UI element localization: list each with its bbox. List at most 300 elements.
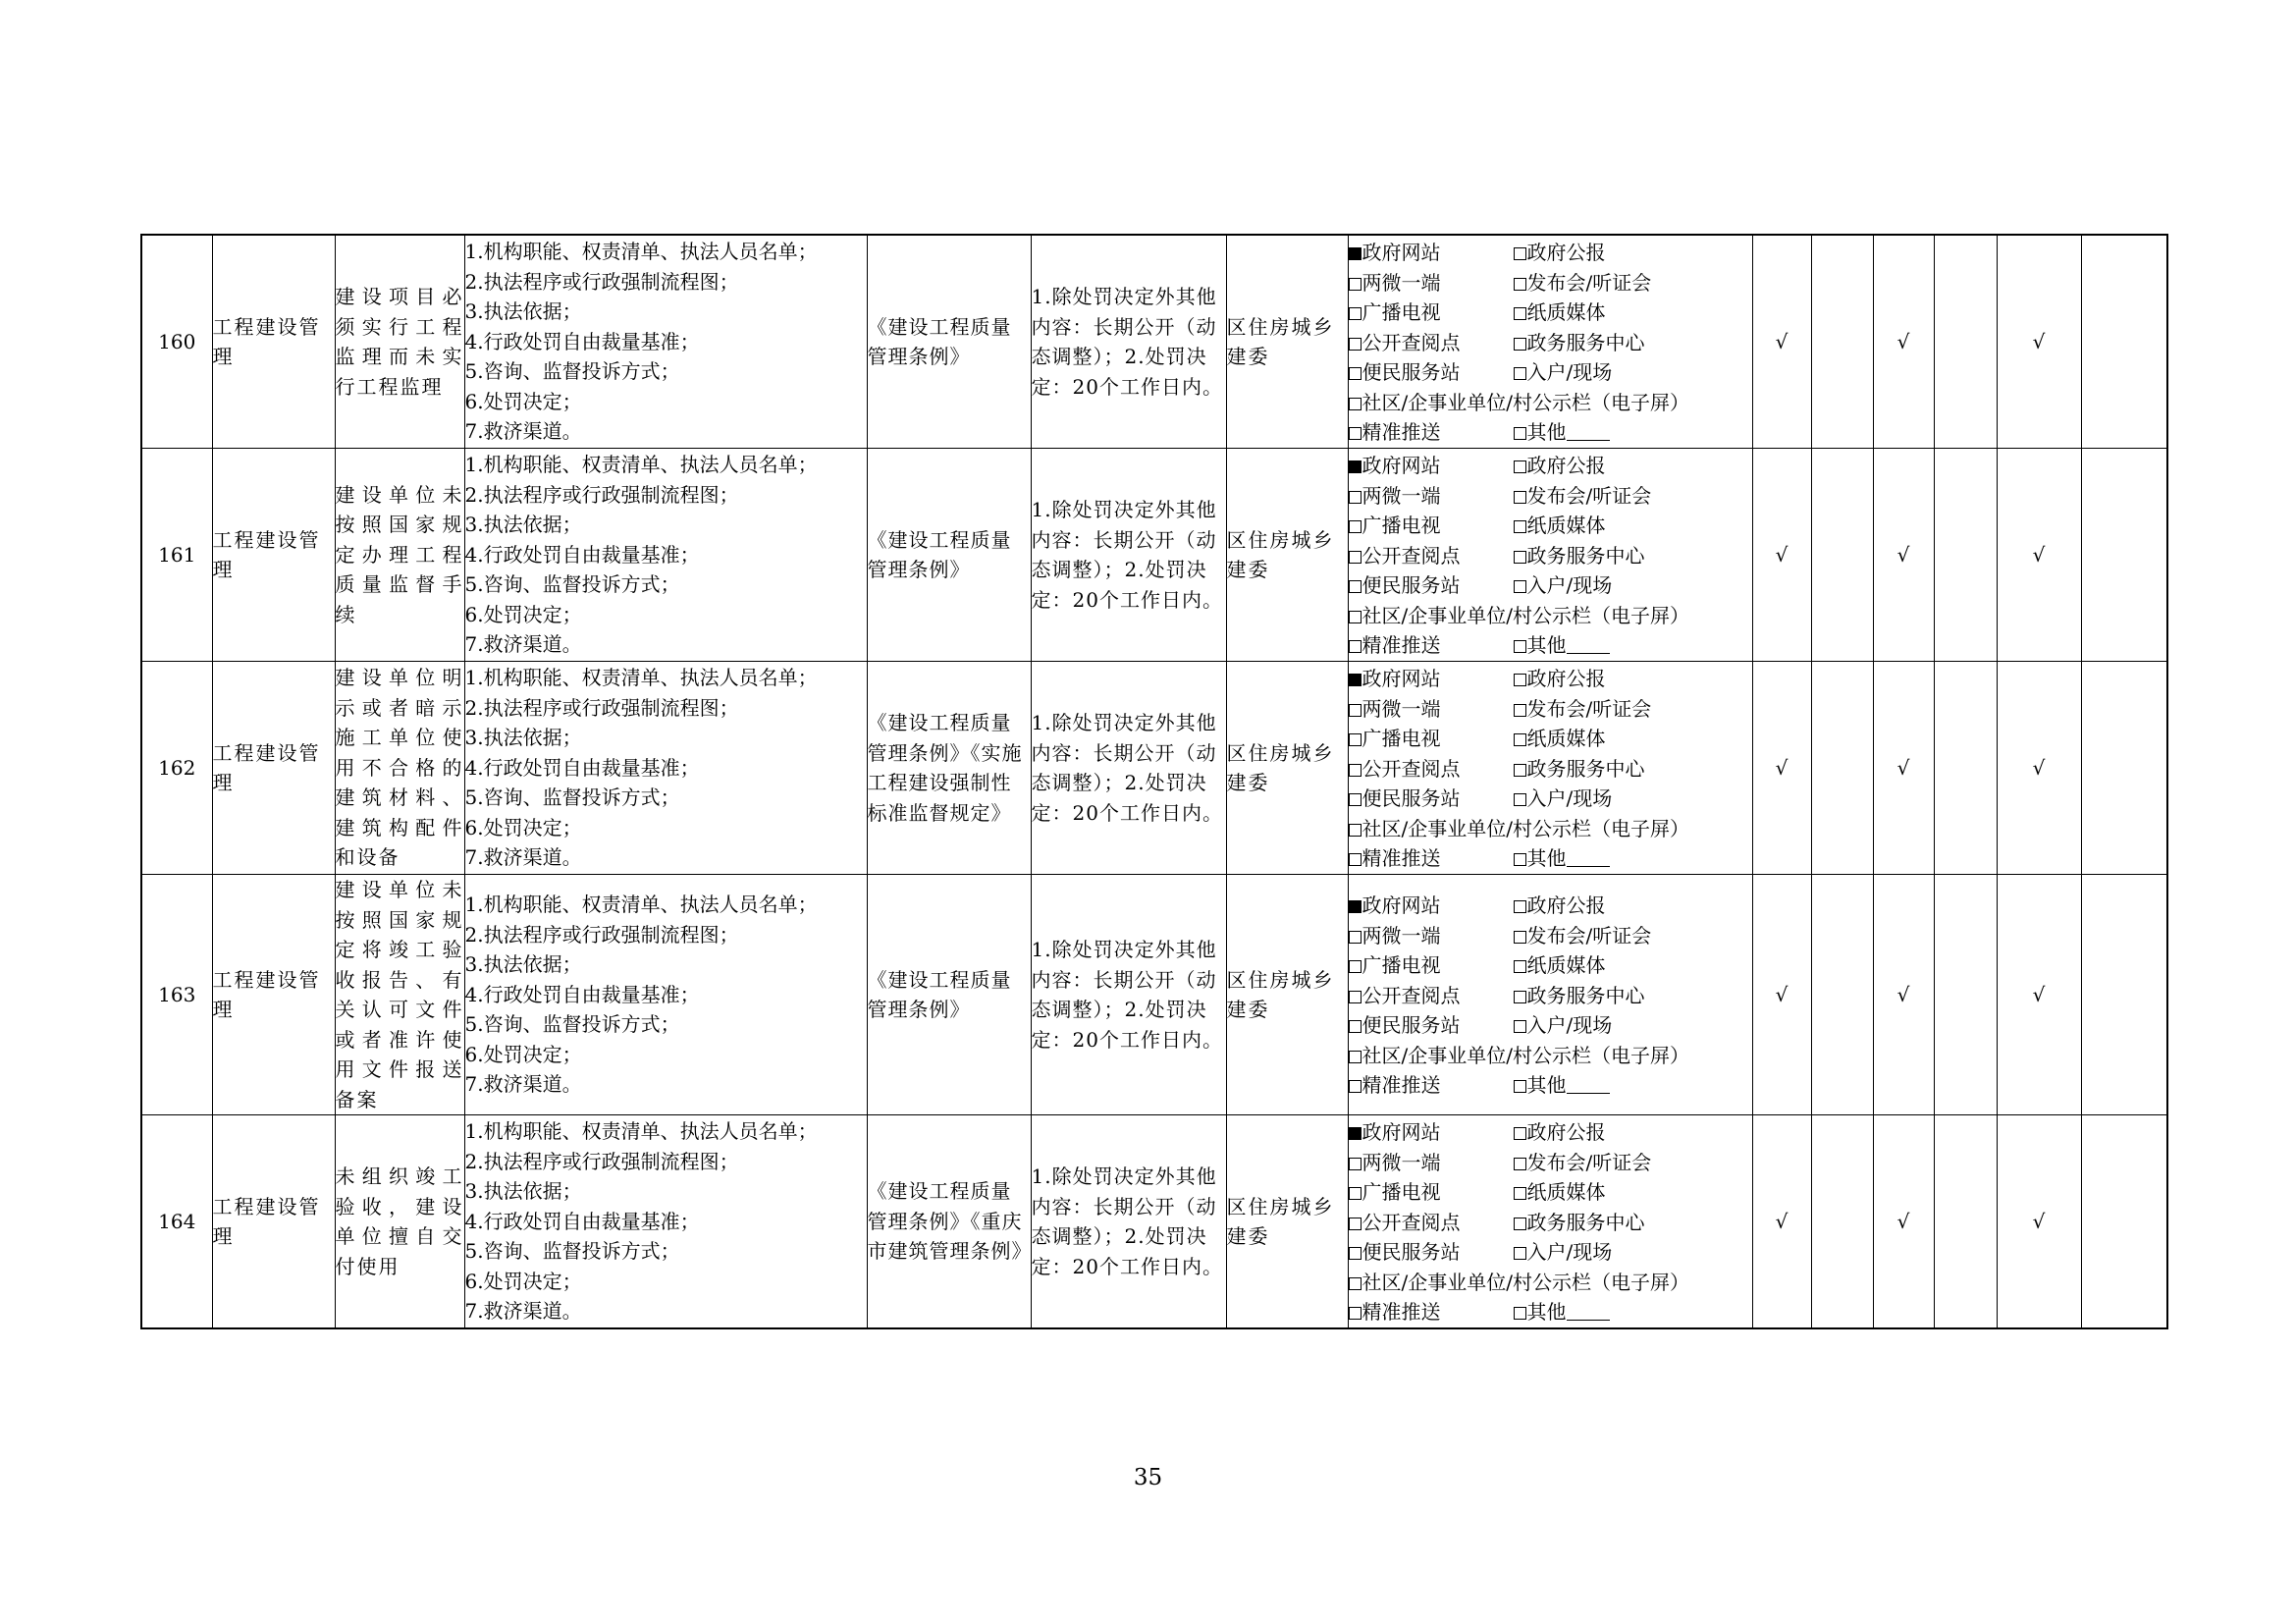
row-category: 工程建设管理 [212,449,335,662]
channel-option [1514,1070,1752,1101]
content-line: 4.行政处罚自由裁量基准； [464,542,700,567]
unchecked-box-icon [1349,338,1362,351]
empty-cell [1934,875,1997,1115]
row-item: 未组织竣工验收，建设单位擅自交付使用 [335,1115,464,1329]
row-subject: 区住房城乡建委 [1226,1115,1348,1329]
channel-label: 广播电视 [1362,953,1441,978]
channel-label: 公开查阅点 [1362,330,1461,354]
unchecked-box-icon [1514,900,1526,913]
channel-label: 发布会/听证会 [1526,270,1652,295]
channel-label: 公开查阅点 [1362,756,1461,781]
unchecked-box-icon [1514,1127,1526,1140]
unchecked-box-icon [1514,367,1526,380]
channel-option [1514,981,1752,1011]
channel-label: 政务服务中心 [1526,1210,1645,1234]
unchecked-box-icon [1514,247,1526,260]
channel-option [1514,921,1752,951]
row-index: 160 [141,235,212,449]
channel-label: 精准推送 [1362,1300,1441,1325]
unchecked-box-icon [1514,931,1526,944]
content-line: 6.处罚决定； [464,389,582,413]
content-line: 3.执法依据； [464,726,582,750]
channel-option [1514,1010,1752,1041]
check-mark: √ [1873,449,1934,662]
content-line: 6.处罚决定； [464,1269,582,1293]
unchecked-box-icon [1514,491,1526,504]
content-line: 2.执法程序或行政强制流程图； [464,269,739,294]
channel-label: 政府网站 [1362,454,1441,478]
content-line: 3.执法依据； [464,513,582,537]
content-line: 2.执法程序或行政强制流程图； [464,482,739,507]
channel-label: 发布会/听证会 [1526,923,1652,947]
content-line: 7.救济渠道。 [464,845,582,870]
check-mark: √ [1752,235,1811,449]
unchecked-box-icon [1349,1218,1362,1230]
row-channels [1348,235,1752,449]
channel-label: 精准推送 [1362,633,1441,658]
channel-label: 便民服务站 [1362,1240,1461,1265]
empty-cell [1811,662,1873,875]
unchecked-box-icon [1349,367,1362,380]
channel-label: 便民服务站 [1362,786,1461,811]
unchecked-box-icon [1349,491,1362,504]
disclosure-table [140,234,2168,1329]
channel-label: 广播电视 [1362,1180,1441,1205]
row-legal-basis: 《建设工程质量管理条例》 [867,235,1031,449]
row-index: 161 [141,449,212,662]
channel-option [1349,357,1514,388]
channel-label: 其他 [1526,1073,1567,1098]
table-row [141,449,2167,662]
channel-label: 纸质媒体 [1526,300,1606,325]
empty-cell [1934,662,1997,875]
row-item: 建设项目必须实行工程监理而未实行工程监理 [335,235,464,449]
table-row [141,662,2167,875]
channel-label: 精准推送 [1362,846,1441,871]
channel-option [1514,784,1752,814]
content-line: 1.机构职能、权责清单、执法人员名单； [464,893,818,917]
unchecked-box-icon [1349,1158,1362,1170]
channel-option [1514,1177,1752,1208]
content-line: 5.咨询、监督投诉方式； [464,1239,680,1264]
channel-options [1349,662,1752,874]
check-mark: √ [1997,235,2081,449]
channel-label: 其他 [1526,1300,1567,1325]
content-line: 4.行政处罚自由裁量基准； [464,329,700,353]
channel-label: 政府网站 [1362,241,1441,265]
channel-option [1349,417,1514,448]
row-subject: 区住房城乡建委 [1226,235,1348,449]
channel-option [1349,388,1752,418]
empty-cell [1934,449,1997,662]
table-row [141,235,2167,449]
check-mark: √ [1752,662,1811,875]
unchecked-box-icon [1514,674,1526,686]
unchecked-box-icon [1514,704,1526,717]
channel-option [1514,754,1752,785]
channel-label: 两微一端 [1362,696,1441,721]
channel-option [1349,268,1514,298]
channel-label: 政务服务中心 [1526,330,1645,354]
table-body [141,235,2167,1328]
channel-option [1349,451,1514,481]
content-line: 4.行政处罚自由裁量基准； [464,1209,700,1233]
row-category: 工程建设管理 [212,875,335,1115]
channel-label: 政务服务中心 [1526,983,1645,1007]
unchecked-box-icon [1349,580,1362,593]
unchecked-box-icon [1349,960,1362,973]
row-index: 164 [141,1115,212,1329]
channel-option [1349,541,1514,571]
channel-option [1514,357,1752,388]
channel-option [1349,570,1514,601]
channel-label: 公开查阅点 [1362,983,1461,1007]
channel-label: 纸质媒体 [1526,1180,1606,1205]
channel-option [1349,754,1514,785]
unchecked-box-icon [1514,1247,1526,1260]
content-line: 1.机构职能、权责清单、执法人员名单； [464,666,818,690]
unchecked-box-icon [1514,853,1526,866]
checked-box-icon [1349,900,1362,913]
channel-option [1514,328,1752,358]
unchecked-box-icon [1349,1020,1362,1033]
row-legal-basis: 《建设工程质量管理条例》《实施工程建设强制性标准监督规定》 [867,662,1031,875]
channel-option [1349,1010,1514,1041]
empty-cell [2081,449,2167,662]
content-line: 3.执法依据； [464,299,582,324]
channel-option [1514,950,1752,981]
channel-option [1514,417,1752,448]
empty-cell [1811,875,1873,1115]
row-category: 工程建设管理 [212,1115,335,1329]
channel-option [1514,451,1752,481]
channel-label: 便民服务站 [1362,360,1461,385]
content-line: 2.执法程序或行政强制流程图； [464,1149,739,1173]
unchecked-box-icon [1349,704,1362,717]
check-mark: √ [1997,875,2081,1115]
channel-option [1349,724,1514,754]
row-content [464,662,867,875]
content-line: 7.救济渠道。 [464,632,582,657]
row-subject: 区住房城乡建委 [1226,449,1348,662]
content-line: 5.咨询、监督投诉方式； [464,572,680,597]
channel-option [1514,1117,1752,1148]
content-line: 5.咨询、监督投诉方式； [464,785,680,810]
unchecked-box-icon [1514,338,1526,351]
channel-label: 政务服务中心 [1526,756,1645,781]
channel-label: 精准推送 [1362,1073,1441,1098]
content-line: 2.执法程序或行政强制流程图； [464,922,739,947]
row-category: 工程建设管理 [212,235,335,449]
channel-option [1349,328,1514,358]
unchecked-box-icon [1349,398,1362,410]
empty-cell [2081,875,2167,1115]
unchecked-box-icon [1349,1187,1362,1200]
channel-option [1514,724,1752,754]
channel-label: 其他 [1526,420,1567,445]
unchecked-box-icon [1349,824,1362,837]
row-channels [1348,449,1752,662]
channel-label: 公开查阅点 [1362,543,1461,568]
unchecked-box-icon [1514,991,1526,1003]
content-line: 7.救济渠道。 [464,419,582,444]
row-channels [1348,1115,1752,1329]
unchecked-box-icon [1514,551,1526,564]
channel-option [1349,1237,1514,1268]
check-mark: √ [1873,875,1934,1115]
unchecked-box-icon [1514,1158,1526,1170]
row-channels [1348,662,1752,875]
channel-option [1349,238,1514,268]
empty-cell [2081,1115,2167,1329]
channel-label: 两微一端 [1362,483,1441,508]
channel-option [1514,1148,1752,1178]
row-category: 工程建设管理 [212,662,335,875]
unchecked-box-icon [1349,764,1362,777]
row-legal-basis: 《建设工程质量管理条例》《重庆市建筑管理条例》 [867,1115,1031,1329]
unchecked-box-icon [1349,551,1362,564]
channel-label: 入户/现场 [1526,1240,1613,1265]
unchecked-box-icon [1514,427,1526,440]
row-content [464,1115,867,1329]
channel-option [1349,601,1752,631]
channel-option [1514,891,1752,921]
row-item: 建设单位明示或者暗示施工单位使用不合格的建筑材料、建筑构配件和设备 [335,662,464,875]
content-line: 6.处罚决定； [464,815,582,839]
check-mark: √ [1873,662,1934,875]
check-mark: √ [1997,1115,2081,1329]
channel-label: 社区/企事业单位/村公示栏（电子屏） [1362,390,1689,414]
row-content [464,875,867,1115]
channel-label: 两微一端 [1362,1150,1441,1174]
disclosure-table-page [140,234,2166,1329]
row-disclosure-period: 1.除处罚决定外其他内容：长期公开（动态调整）；2.处罚决定：20个工作日内。 [1031,1115,1226,1329]
channel-option [1349,784,1514,814]
unchecked-box-icon [1349,1080,1362,1093]
channel-option [1514,481,1752,512]
row-legal-basis: 《建设工程质量管理条例》 [867,449,1031,662]
content-line: 4.行政处罚自由裁量基准； [464,755,700,780]
row-index: 162 [141,662,212,875]
channel-option [1349,1268,1752,1298]
checked-box-icon [1349,460,1362,473]
row-channels [1348,875,1752,1115]
unchecked-box-icon [1349,793,1362,806]
content-line: 1.机构职能、权责清单、执法人员名单； [464,240,818,264]
unchecked-box-icon [1349,427,1362,440]
channel-options [1349,236,1752,448]
channel-option [1349,298,1514,328]
unchecked-box-icon [1514,960,1526,973]
channel-label: 便民服务站 [1362,573,1461,598]
empty-cell [1811,449,1873,662]
channel-options [1349,889,1752,1101]
channel-option [1349,1208,1514,1238]
channel-option [1349,1297,1514,1327]
channel-label: 发布会/听证会 [1526,696,1652,721]
row-disclosure-period: 1.除处罚决定外其他内容：长期公开（动态调整）；2.处罚决定：20个工作日内。 [1031,235,1226,449]
channel-option [1514,1237,1752,1268]
channel-option [1349,1070,1514,1101]
channel-label: 入户/现场 [1526,360,1613,385]
content-line: 7.救济渠道。 [464,1299,582,1324]
channel-label: 便民服务站 [1362,1013,1461,1038]
channel-options [1349,1115,1752,1327]
row-subject: 区住房城乡建委 [1226,875,1348,1115]
channel-label: 其他 [1526,633,1567,658]
row-legal-basis: 《建设工程质量管理条例》 [867,875,1031,1115]
unchecked-box-icon [1349,611,1362,623]
table-row [141,875,2167,1115]
channel-option [1514,843,1752,874]
channel-label: 公开查阅点 [1362,1210,1461,1234]
check-mark: √ [1873,1115,1934,1329]
unchecked-box-icon [1514,1020,1526,1033]
unchecked-box-icon [1349,640,1362,653]
empty-cell [2081,662,2167,875]
empty-cell [1934,235,1997,449]
channel-label: 发布会/听证会 [1526,483,1652,508]
content-line: 1.机构职能、权责清单、执法人员名单； [464,1119,818,1144]
channel-option [1349,921,1514,951]
content-line: 6.处罚决定； [464,1042,582,1066]
channel-label: 广播电视 [1362,300,1441,325]
channel-option [1514,664,1752,694]
check-mark: √ [1752,449,1811,662]
unchecked-box-icon [1514,793,1526,806]
fill-in-blank [1567,1075,1610,1094]
channel-option [1349,1177,1514,1208]
unchecked-box-icon [1514,1307,1526,1320]
row-content [464,449,867,662]
empty-cell [1934,1115,1997,1329]
unchecked-box-icon [1514,1080,1526,1093]
channel-label: 入户/现场 [1526,573,1613,598]
checked-box-icon [1349,1127,1362,1140]
check-mark: √ [1752,1115,1811,1329]
channel-label: 其他 [1526,846,1567,871]
channel-options [1349,449,1752,661]
check-mark: √ [1997,449,2081,662]
row-disclosure-period: 1.除处罚决定外其他内容：长期公开（动态调整）；2.处罚决定：20个工作日内。 [1031,662,1226,875]
channel-option [1514,541,1752,571]
channel-label: 社区/企事业单位/村公示栏（电子屏） [1362,1043,1689,1067]
content-line: 3.执法依据； [464,952,582,977]
channel-label: 两微一端 [1362,270,1441,295]
table-row [141,1115,2167,1329]
channel-label: 纸质媒体 [1526,514,1606,538]
unchecked-box-icon [1349,931,1362,944]
channel-option [1349,814,1752,844]
channel-label: 政府公报 [1526,893,1606,918]
channel-label: 社区/企事业单位/村公示栏（电子屏） [1362,603,1689,627]
channel-label: 广播电视 [1362,727,1441,751]
channel-option [1349,981,1514,1011]
empty-cell [1811,235,1873,449]
channel-option [1349,694,1514,725]
channel-label: 广播电视 [1362,514,1441,538]
channel-label: 政府网站 [1362,893,1441,918]
channel-option [1514,1208,1752,1238]
row-index: 163 [141,875,212,1115]
channel-option [1349,1117,1514,1148]
empty-cell [2081,235,2167,449]
unchecked-box-icon [1349,733,1362,746]
unchecked-box-icon [1349,278,1362,291]
channel-label: 纸质媒体 [1526,727,1606,751]
channel-label: 政府网站 [1362,667,1441,691]
content-line: 3.执法依据； [464,1179,582,1204]
unchecked-box-icon [1349,853,1362,866]
channel-option [1514,630,1752,661]
channel-option [1514,1297,1752,1327]
unchecked-box-icon [1349,1247,1362,1260]
unchecked-box-icon [1349,520,1362,533]
channel-label: 两微一端 [1362,923,1441,947]
row-disclosure-period: 1.除处罚决定外其他内容：长期公开（动态调整）；2.处罚决定：20个工作日内。 [1031,449,1226,662]
unchecked-box-icon [1349,1051,1362,1063]
channel-label: 精准推送 [1362,420,1441,445]
channel-label: 政府公报 [1526,1120,1606,1145]
channel-option [1349,1148,1514,1178]
row-disclosure-period: 1.除处罚决定外其他内容：长期公开（动态调整）；2.处罚决定：20个工作日内。 [1031,875,1226,1115]
unchecked-box-icon [1514,733,1526,746]
check-mark: √ [1873,235,1934,449]
channel-option [1349,843,1514,874]
unchecked-box-icon [1514,520,1526,533]
unchecked-box-icon [1514,278,1526,291]
unchecked-box-icon [1514,1218,1526,1230]
page-number: 35 [1133,1465,1163,1490]
unchecked-box-icon [1514,460,1526,473]
channel-option [1349,511,1514,541]
channel-label: 发布会/听证会 [1526,1150,1652,1174]
unchecked-box-icon [1514,1187,1526,1200]
checked-box-icon [1349,247,1362,260]
unchecked-box-icon [1349,307,1362,320]
row-item: 建设单位未按照国家规定办理工程质量监督手续 [335,449,464,662]
channel-label: 政府公报 [1526,667,1606,691]
unchecked-box-icon [1349,1277,1362,1290]
empty-cell [1811,1115,1873,1329]
channel-option [1514,268,1752,298]
channel-label: 纸质媒体 [1526,953,1606,978]
channel-label: 政府公报 [1526,241,1606,265]
channel-label: 政府网站 [1362,1120,1441,1145]
channel-option [1349,1041,1752,1071]
row-item: 建设单位未按照国家规定将竣工验收报告、有关认可文件或者准许使用文件报送备案 [335,875,464,1115]
unchecked-box-icon [1514,580,1526,593]
channel-label: 政务服务中心 [1526,543,1645,568]
content-line: 4.行政处罚自由裁量基准； [464,982,700,1006]
row-content [464,235,867,449]
content-line: 7.救济渠道。 [464,1072,582,1097]
channel-option [1349,630,1514,661]
channel-option [1514,570,1752,601]
channel-label: 入户/现场 [1526,1013,1613,1038]
channel-label: 入户/现场 [1526,786,1613,811]
channel-option [1514,298,1752,328]
channel-label: 社区/企事业单位/村公示栏（电子屏） [1362,816,1689,840]
unchecked-box-icon [1514,307,1526,320]
channel-option [1349,481,1514,512]
unchecked-box-icon [1349,991,1362,1003]
check-mark: √ [1997,662,2081,875]
channel-label: 政府公报 [1526,454,1606,478]
channel-option [1514,694,1752,725]
row-subject: 区住房城乡建委 [1226,662,1348,875]
content-line: 6.处罚决定； [464,602,582,626]
